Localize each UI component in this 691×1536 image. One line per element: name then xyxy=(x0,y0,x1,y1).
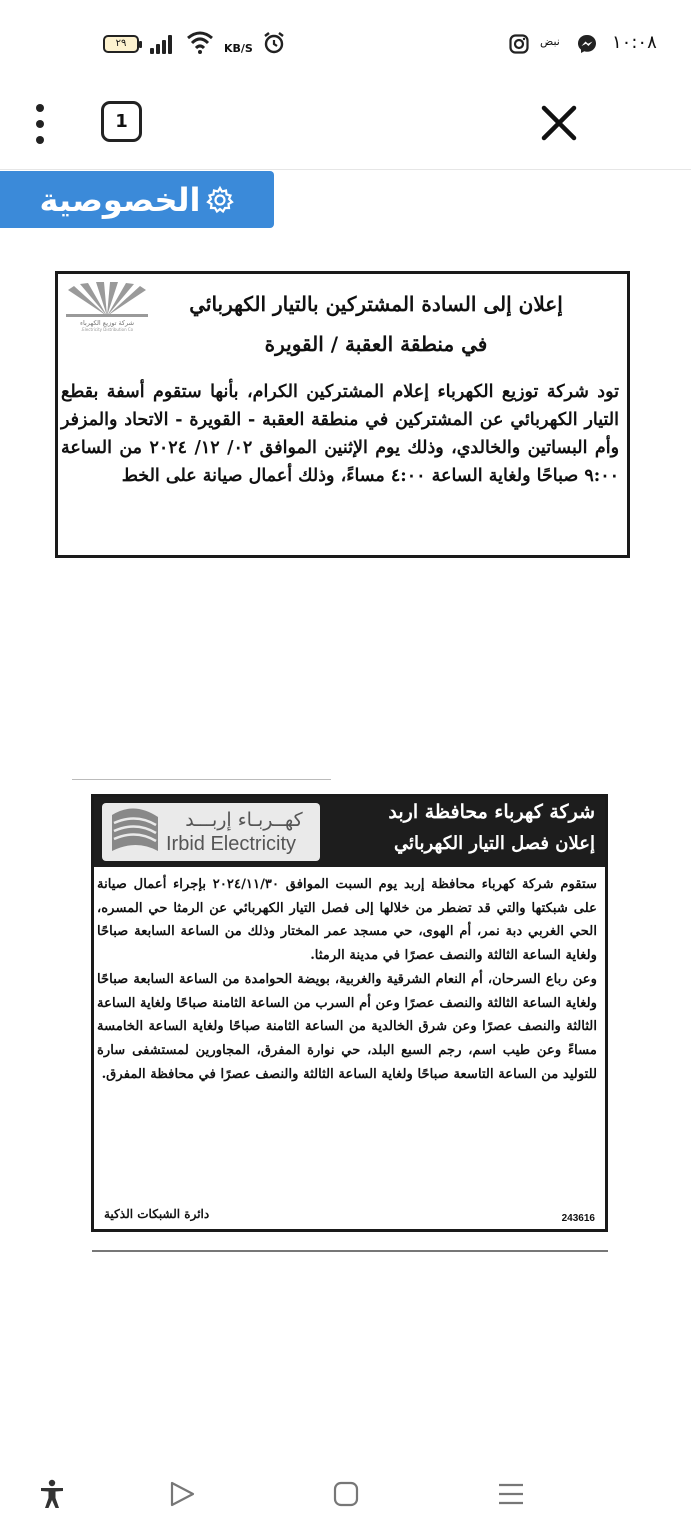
ad2-code: 243616 xyxy=(561,1213,595,1224)
status-bar xyxy=(0,0,691,88)
irbid-power-cut-notice xyxy=(91,794,608,1232)
clock: ١٠:٠٨ xyxy=(612,32,657,53)
close-icon[interactable] xyxy=(536,100,582,146)
ad2-header xyxy=(94,797,605,867)
privacy-label: الخصوصية xyxy=(39,180,201,219)
logo-english-name: Irbid Electricity xyxy=(166,833,297,855)
instagram-icon xyxy=(509,34,529,54)
ad2-header-line2: إعلان فصل التيار الكهربائي xyxy=(393,833,595,854)
irbid-logo-mark-icon xyxy=(106,805,162,859)
ad2-paragraph: وعن رباع السرحان، أم النعام الشرقية والغربية، بويضة الحوامدة من الساعة السابعة صباحًا ولغاية الساعة الثالثة والنصف عصرًا وعن أم السرب من الساعة الثامنة صباحًا ولغاية الساعة الثالثة والنصف عصرًا وعن شرق الخالدية من الساعة الثامنة صباحًا ولغاية الساعة الخامسة مساءً وعن طيب اسم، رجم السبع البلد، حي نوارة المفرق، المجاورين لمستشفى سارة للتوليد من الساعة التاسعة صباحًا ولغاية الساعة الثالثة والنصف عصرًا في محافظة المفرق. xyxy=(97,971,597,1082)
alarm-icon xyxy=(262,31,286,55)
battery-icon xyxy=(103,35,139,53)
divider xyxy=(72,779,331,780)
ad2-paragraph: ستقوم شركة كهرباء محافظة إربد يوم السبت الموافق ٢٠٢٤/١١/٣٠ بإجراء أعمال صيانة على شبكتها والتي قد تضطر من خلالها إلى فصل التيار الكهربائي عن الرمثا حي المسره، الحي الغربي دبة نمر، أم الهوى، حي مسجد عمر المختار وذلك من الساعة السابعة صباحًا ولغاية الساعة الثالثة والنصف عصرًا في مدينة الرمثا. xyxy=(97,877,597,964)
svg-text:شركة توزيع الكهرباء: شركة توزيع الكهرباء xyxy=(79,319,135,327)
home-icon[interactable] xyxy=(330,1478,362,1510)
messenger-icon xyxy=(577,34,597,54)
top-app-bar xyxy=(0,88,691,170)
back-icon[interactable] xyxy=(166,1478,198,1510)
ad1-title-line1: إعلان إلى السادة المشتركين بالتيار الكهربائي xyxy=(189,292,563,316)
svg-text:Electricity Distribution Co.: Electricity Distribution Co. xyxy=(80,327,134,332)
accessibility-icon[interactable] xyxy=(36,1478,68,1510)
irbid-electricity-logo xyxy=(102,803,320,861)
wifi-icon xyxy=(186,30,214,54)
divider xyxy=(92,1250,608,1252)
signal-icon xyxy=(150,34,174,54)
gear-icon xyxy=(205,185,235,215)
ad2-body xyxy=(97,873,597,1086)
notification-text: نبض xyxy=(540,35,560,48)
tab-count-button[interactable]: 1 xyxy=(101,101,142,142)
aqaba-power-cut-notice xyxy=(55,271,630,558)
ad2-signature: دائرة الشبكات الذكية xyxy=(104,1207,210,1221)
ad1-title-line2: في منطقة العقبة / القويرة xyxy=(264,332,488,356)
more-vertical-icon[interactable] xyxy=(24,98,58,150)
privacy-button[interactable] xyxy=(0,171,274,228)
logo-arabic-name: كهــربـاء إربـــد xyxy=(185,809,303,831)
electricity-distribution-logo xyxy=(66,282,148,332)
ad2-header-line1: شركة كهرباء محافظة اربد xyxy=(388,801,595,823)
battery-level: ٢٩ xyxy=(115,38,127,49)
system-nav-bar xyxy=(0,1450,691,1536)
network-speed-unit: KB/S xyxy=(224,42,253,55)
recents-icon[interactable] xyxy=(495,1478,527,1510)
ad1-body: تود شركة توزيع الكهرباء إعلام المشتركين الكرام، بأنها ستقوم أسفة بقطع التيار الكهربائي عن المشتركين في منطقة العقبة - القويرة - الاتحاد والمزفر وأم البساتين والخالدي، وذلك يوم الإثنين الموافق ٠٢/ ١٢/ ٢٠٢٤ من الساعة ٩:٠٠ صباحًا ولغاية الساعة ٤:٠٠ مساءً، وذلك أعمال صيانة على الخط xyxy=(61,382,620,486)
